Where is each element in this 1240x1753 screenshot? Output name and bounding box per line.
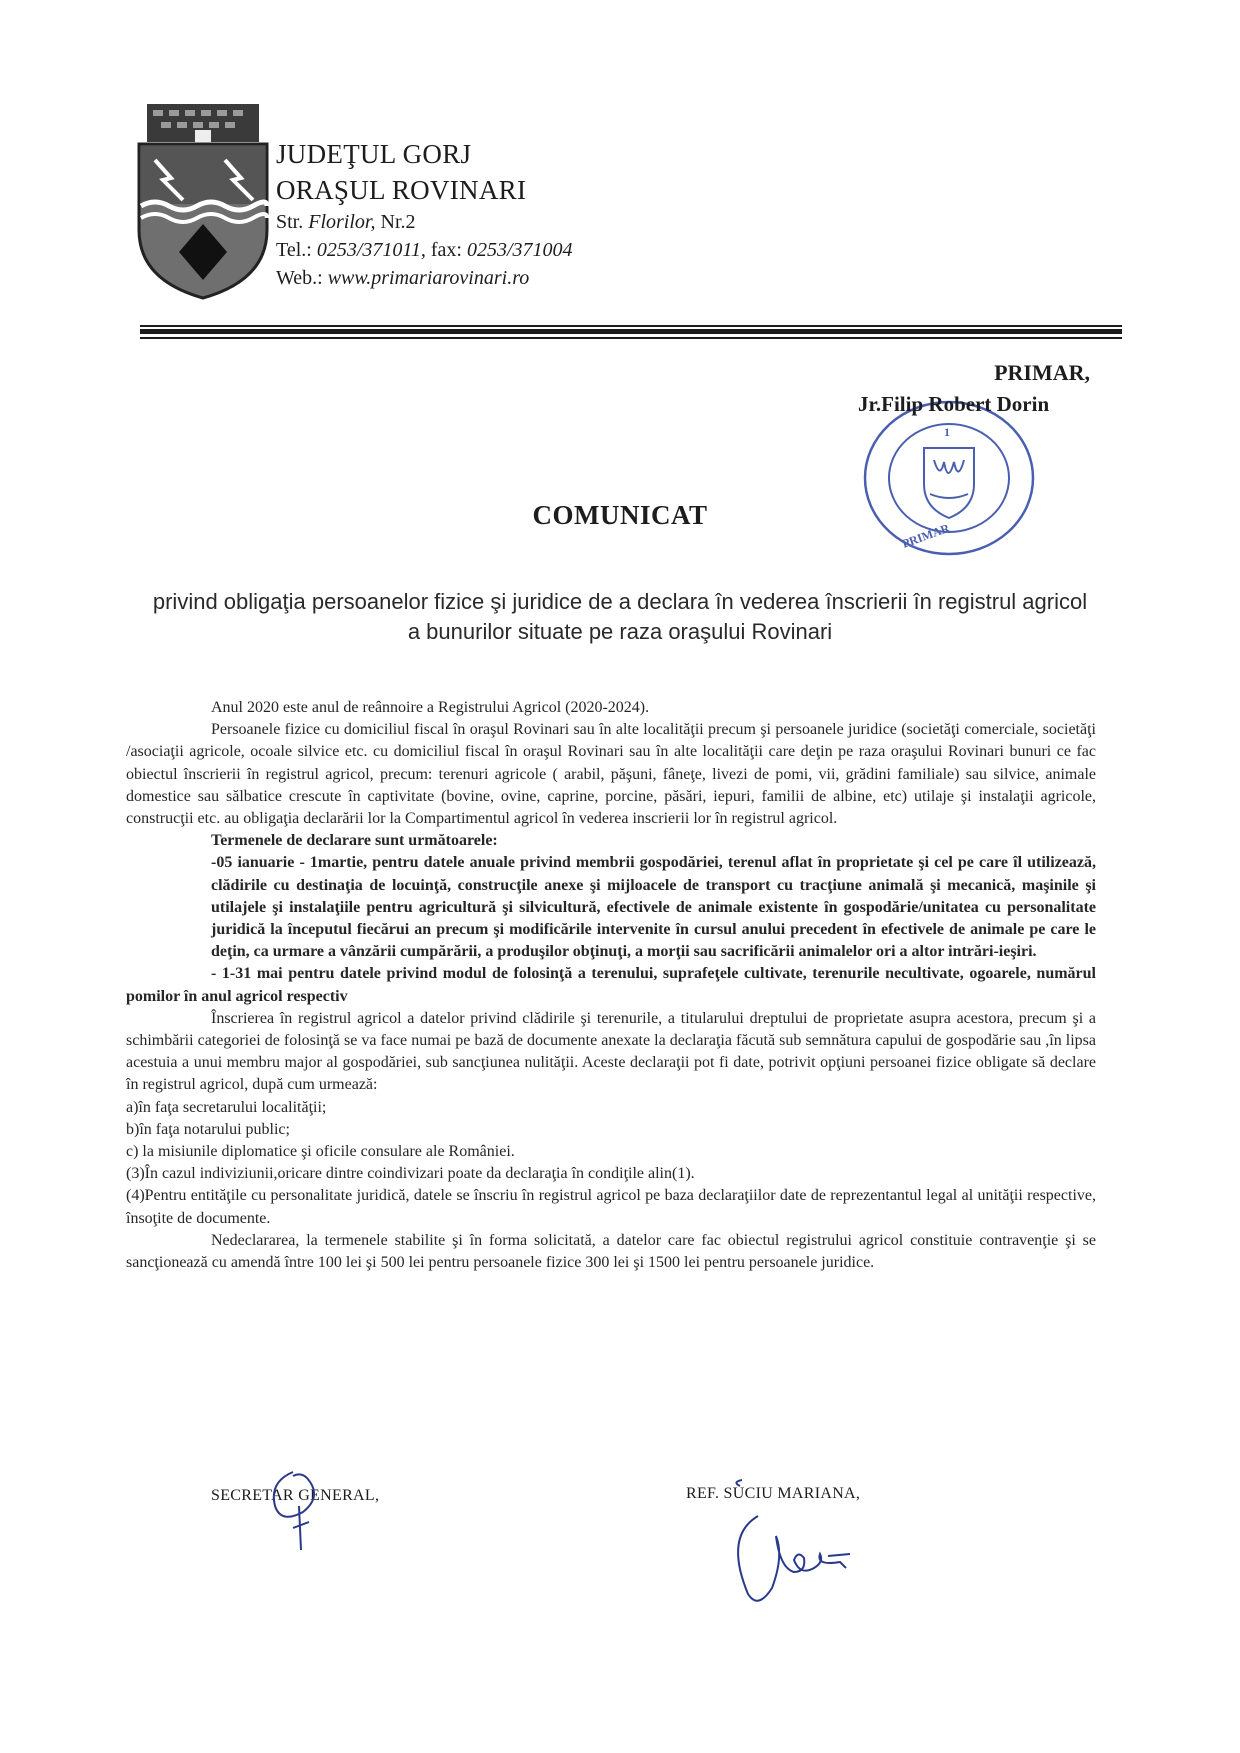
signature-label-secretary: SECRETAR GENERAL, (211, 1487, 380, 1504)
term-first: -05 ianuarie - 1martie, pentru datele anuale privind membrii gospodăriei, terenul aflat în proprietate şi cel pe care îl utilizează, clădirile cu destinaţia de locuinţă, construcţile anexe şi mijloacele de transport cu tracţiune animală şi mecanică, maşinile şi utilajele şi instalaţiile pentru agricultură şi silvicultură, efectivele de animale existente în gospodărie/unitatea cu personalitate juridică la începutul fiecărui an precum şi modificările intervenite în cursul anului precedent în efectivele de animale pe care le deţin, ca urmare a vânzării cumpărării, a produşilor obţinuţi, a morţii sau sacrificării animalelor ori a altor intrări-ieşiri. (211, 854, 1096, 961)
paragraph-registration: Înscrierea în registrul agricol a datelor privind clădirile şi terenurile, a titularului dreptului de proprietate asupra acestora, precum şi a schimbării categoriei de folosinţă se va face numai pe bază de documente anexate la declaraţia făcută sub semnătura capului de gospodărie sau ,în lipsa acestuia a unui membru major al gospodăriei, sub sancţiunea nulităţii. Aceste declaraţii pot fi date, potrivit opţiuni persoanei fizice obligate să declare în registrul agricol, după cum urmează: (126, 1009, 1096, 1094)
website-line: Web.: www.primariarovinari.ro (276, 267, 530, 289)
term-second: - 1-31 mai pentru datele privind modul de folosinţă a terenului, suprafeţele cultivate, terenurile necultivate, ogoarele, numărul pomilor în anul agricol respectiv (126, 965, 1096, 1005)
seal-number: 1 (944, 425, 950, 439)
terms-heading: Termenele de declarare sunt următoarele: (211, 832, 498, 850)
document-title: COMUNICAT (532, 500, 708, 530)
mayor-name: Jr.Filip Robert Dorin (858, 392, 1050, 416)
option-b: b)în faţa notarului public; (126, 1120, 290, 1138)
option-a: a)în faţa secretarului localităţii; (126, 1098, 327, 1116)
document-subtitle: privind obligaţia persoanelor fizice şi juridice de a declara în vederea înscrierii în registrul agricol a bunurilor situate pe raza oraşului Rovinari (152, 589, 1088, 644)
paragraph-obligation: Persoanele fizice cu domiciliul fiscal în oraşul Rovinari sau în alte localităţii precum şi persoanele juridice (societăţi comerciale, societăţi /asociaţii agricole, ocoale silvice etc. cu domiciliul fiscal în oraşul Rovinari sau în alte localităţii care deţin pe raza oraşului Rovinari bunuri ce fac obiectul înscrierii în registrul agricol, precum: terenuri agricole ( arabil, păşuni, fâneţe, livezi de pomi, vii, grădini familiale) sau silvice, animale domestice sau sălbatice crescute în captivitate (bovine, ovine, caprine, porcine, păsări, iepuri, familii de albine, etc) utilaje şi instalaţii agricole, construcţii etc. au obligaţia declarării lor la Compartimentul agricol în vederea inscrierii lor în registrul agricol. (126, 721, 1096, 828)
header-divider-bottom (140, 337, 1122, 339)
header-divider-top (140, 325, 1122, 327)
signature-label-referent: REF. SUCIU MARIANA, (686, 1485, 861, 1502)
seal-bottom-text: PRIMAR (900, 520, 952, 551)
paragraph-4: (4)Pentru entităţile cu personalitate juridică, datele se înscriu în registrul agricol pe baza declaraţiilor date de reprezentantul legal al unităţii respective, însoţite de documente. (126, 1187, 1096, 1227)
document-body (126, 697, 1096, 1274)
option-c: c) la misiunile diplomatice şi oficile consulare ale României. (126, 1143, 515, 1161)
paragraph-3: (3)În cazul indiviziunii,oricare dintre coindivizari poate da declaraţia în condiţile alin(1). (126, 1165, 695, 1183)
handwritten-signature-secretary (263, 1466, 333, 1556)
official-seal-icon (858, 398, 1040, 558)
coat-of-arms-icon (133, 100, 273, 300)
paragraph-intro: Anul 2020 este anul de reânnoire a Registrului Agricol (2020-2024). (211, 699, 650, 716)
county-name: JUDEŢUL GORJ (276, 139, 472, 169)
institution-header (276, 136, 573, 292)
header-divider-thick (140, 329, 1122, 334)
mayor-role: PRIMAR, (994, 360, 1090, 385)
handwritten-signature-referent (728, 1476, 878, 1616)
phone-fax-line: Tel.: 0253/371011, fax: 0253/371004 (276, 239, 573, 261)
paragraph-penalty: Nedeclararea, la termenele stabilite şi în forma solicitată, a datelor care fac obiectul registrului agricol constituie contravenţie şi se sancţionează cu amendă între 100 lei şi 500 lei pentru persoanele fizice 300 lei şi 1500 lei pentru persoanele juridice. (126, 1231, 1096, 1272)
town-name: ORAŞUL ROVINARI (276, 175, 527, 205)
address-line: Str. Florilor, Nr.2 (276, 211, 416, 233)
